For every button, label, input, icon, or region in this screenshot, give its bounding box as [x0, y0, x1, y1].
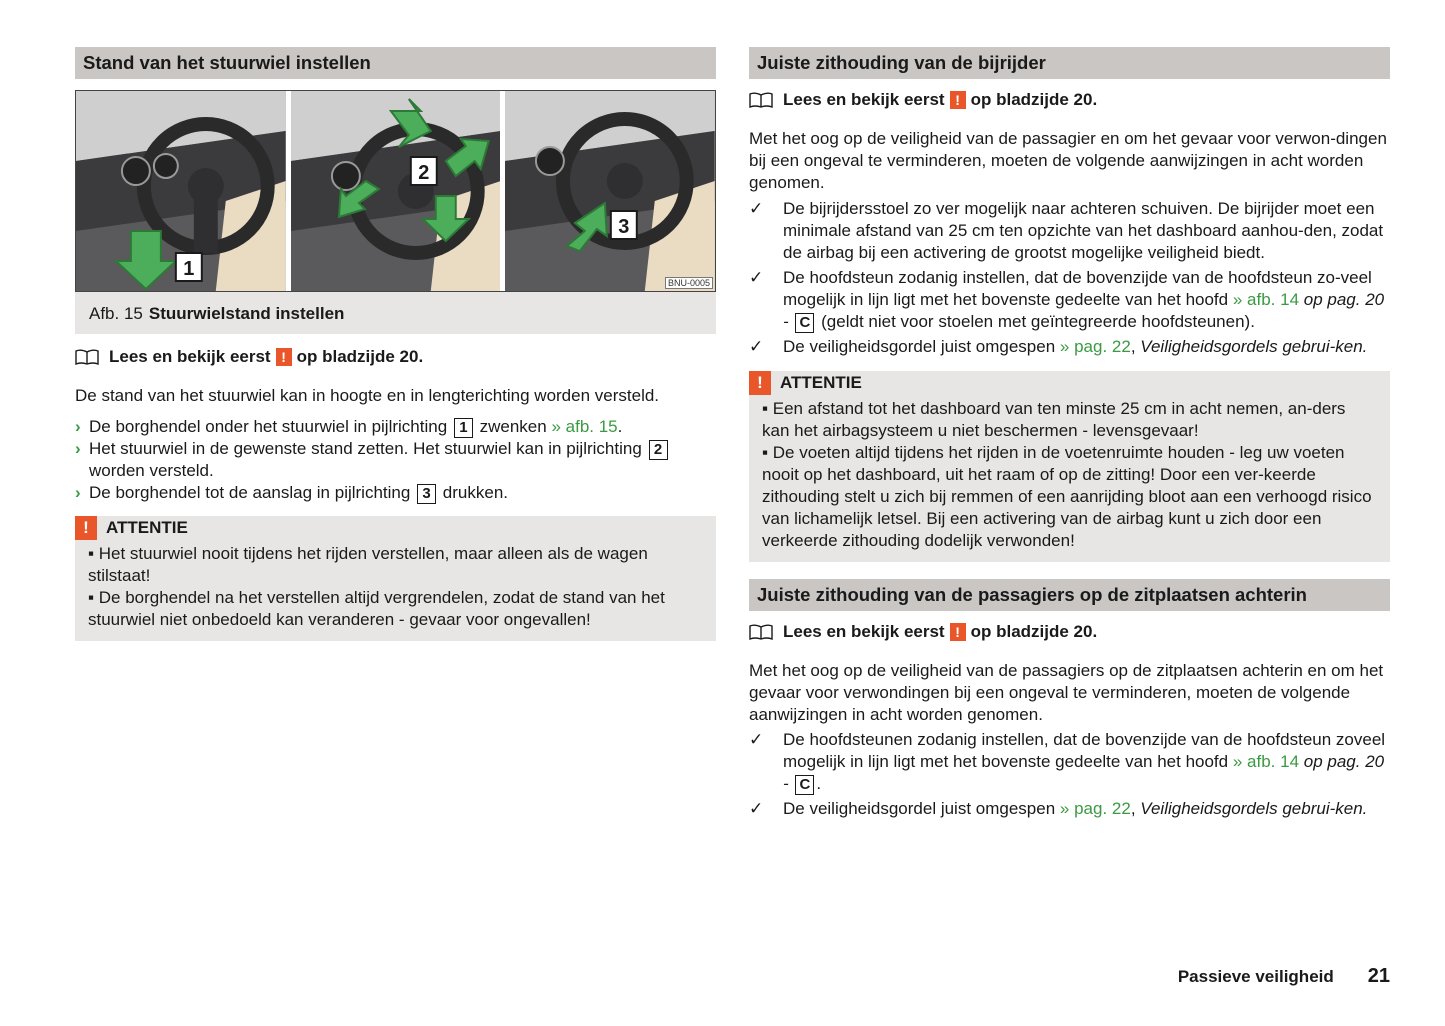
- page-link[interactable]: » pag. 22: [1059, 799, 1131, 818]
- book-icon: [75, 349, 99, 365]
- section-heading-steering-wheel: Stand van het stuurwiel instellen: [75, 47, 716, 79]
- warning-icon: !: [950, 91, 966, 109]
- step-item-2: › Het stuurwiel in de gewenste stand zetten. Het stuurwiel kan in pijlrichting 2 worden versteld.: [75, 438, 716, 482]
- read-first-line: Lees en bekijk eerst ! op bladzijde 20.: [749, 89, 1390, 111]
- section-heading-rear-passengers: Juiste zithouding van de passagiers op de zitplaatsen achterin: [749, 579, 1390, 611]
- intro-text: Met het oog op de veiligheid van de passagiers op de zitplaatsen achterin en om het gevaar voor verwondingen bij een ongeval te verminderen, moeten de volgende aanwijzingen in acht worden genomen.: [749, 661, 1384, 724]
- section-heading-passenger: Juiste zithouding van de bijrijder: [749, 47, 1390, 79]
- check-icon: ✓: [749, 268, 764, 287]
- step-label-3: 3: [618, 215, 630, 239]
- figure-link[interactable]: » afb. 14: [1232, 752, 1300, 771]
- figure-panel-3: [505, 91, 715, 291]
- figure-link[interactable]: » afb. 14: [1232, 290, 1300, 309]
- step-label-1: 1: [183, 257, 195, 281]
- attention-heading: ! ATTENTIE: [75, 516, 703, 540]
- step-item-1: › De borghendel onder het stuurwiel in pijlrichting 1 zwenken » afb. 15.: [75, 417, 623, 436]
- figure-caption-label: Afb. 15: [89, 304, 143, 323]
- figure-image: [75, 90, 716, 292]
- figure-caption: [75, 292, 716, 334]
- read-first-suffix: op bladzijde 20.: [296, 347, 424, 366]
- check-item-1: ✓ De hoofdsteunen zodanig instellen, dat de bovenzijde van de hoofdsteun zoveel mogelijk in lijn ligt met het bovenste gedeelte van het hoofd » afb. 14 op pag. 20 - C .: [749, 730, 1386, 793]
- figure-panel-1: [76, 91, 286, 291]
- figure-link[interactable]: » afb. 15: [551, 417, 618, 436]
- page-link[interactable]: » pag. 22: [1059, 337, 1131, 356]
- attention-item: ▪ Een afstand tot het dashboard van ten minste 25 cm in acht nemen, an-ders kan het airbagsysteem u niet beschermen - levensgevaar!: [762, 399, 1346, 440]
- attention-box: [75, 516, 716, 641]
- figure-code: BNU-0005: [665, 277, 713, 289]
- page-number: 21: [1367, 965, 1390, 987]
- attention-item: ▪ Het stuurwiel nooit tijdens het rijden verstellen, maar alleen als de wagen stilstaat!: [88, 544, 648, 585]
- step-box-2: 2: [649, 440, 668, 460]
- figure-caption-title: Stuurwielstand instellen: [148, 304, 345, 323]
- check-icon: ✓: [749, 799, 764, 818]
- intro-text: Met het oog op de veiligheid van de passagier en om het gevaar voor verwon-dingen bij een ongeval te verminderen, moeten de volgende aanwijzingen in acht worden genomen.: [749, 129, 1387, 192]
- chevron-right-icon: ›: [75, 439, 81, 458]
- check-item-2: ✓ De hoofdsteun zodanig instellen, dat de bovenzijde van de hoofdsteun zo-veel mogelijk in lijn ligt met het bovenste gedeelte van het hoofd » afb. 14 op pag. 20 - C (geldt niet voor stoelen met geïntegreerde hoofdsteunen).: [749, 268, 1385, 331]
- step-item-3: › De borghendel tot de aanslag in pijlrichting 3 drukken.: [75, 483, 508, 502]
- check-item-1: ✓ De bijrijdersstoel zo ver mogelijk naar achteren schuiven. De bijrijder moet een minimale afstand van 25 cm ten opzichte van het dashboard aanhou-den, zodat de airbag bij een activering de grootst mogelijke veiligheid biedt.: [749, 199, 1384, 262]
- warning-icon: !: [749, 371, 771, 395]
- chapter-title: Passieve veiligheid: [1177, 967, 1334, 986]
- book-icon: [749, 624, 773, 640]
- check-icon: ✓: [749, 199, 764, 218]
- figure-15: [75, 90, 716, 334]
- intro-text: De stand van het stuurwiel kan in hoogte en in lengterichting worden versteld.: [75, 386, 660, 405]
- box-c: C: [795, 775, 814, 795]
- chevron-right-icon: ›: [75, 417, 81, 436]
- chevron-right-icon: ›: [75, 483, 81, 502]
- attention-item: ▪ De borghendel na het verstellen altijd vergrendelen, zodat de stand van het stuurwiel niet onbedoeld kan veranderen - gevaar voor ongevallen!: [88, 588, 665, 629]
- step-box-1: 1: [454, 418, 473, 438]
- check-item-2: ✓ De veiligheidsgordel juist omgespen » pag. 22, Veiligheidsgordels gebrui-ken.: [749, 799, 1368, 818]
- read-first-line: [75, 346, 716, 368]
- check-icon: ✓: [749, 730, 764, 749]
- attention-heading: ! ATTENTIE: [749, 371, 1377, 395]
- attention-item: ▪ De voeten altijd tijdens het rijden in de voetenruimte houden - leg uw voeten nooit op het dashboard, uit het raam of op de zitting! Door een ver-keerde zithouding stelt u zich bij remmen of een aanrijding bloot aan een verhoogd risico van lichamelijk letsel. Bij een activering van de airbag kunt u zich door een verkeerde zithouding dodelijk verwonden!: [762, 443, 1372, 550]
- check-item-3: ✓ De veiligheidsgordel juist omgespen » pag. 22, Veiligheidsgordels gebrui-ken.: [749, 337, 1368, 356]
- attention-box: [749, 371, 1390, 562]
- warning-icon: !: [276, 348, 292, 366]
- right-column: [749, 47, 1390, 820]
- warning-icon: !: [75, 516, 97, 540]
- box-c: C: [795, 313, 814, 333]
- step-box-3: 3: [417, 484, 436, 504]
- check-icon: ✓: [749, 337, 764, 356]
- figure-panel-2: [291, 91, 501, 291]
- left-column: [75, 47, 716, 641]
- read-first-line: Lees en bekijk eerst ! op bladzijde 20.: [749, 621, 1390, 643]
- page-footer: [1178, 965, 1390, 988]
- book-icon: [749, 92, 773, 108]
- read-first-prefix: Lees en bekijk eerst: [109, 347, 271, 366]
- step-label-2: 2: [417, 161, 430, 185]
- warning-icon: !: [950, 623, 966, 641]
